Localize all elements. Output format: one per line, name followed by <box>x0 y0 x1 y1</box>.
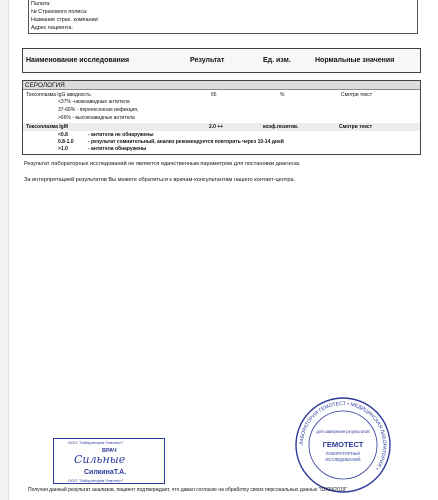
igg-result: 65 <box>211 92 217 98</box>
igm-ref-range-2: 0.8-1.0 <box>58 139 74 145</box>
stamp-round-brand: ГЕМОТЕСТ <box>322 440 364 449</box>
lab-round-stamp <box>293 395 393 495</box>
page-edge <box>0 0 9 500</box>
disclaimer-note: Результат лабораторных исследований не является единственным параметром для постановки диагноза. <box>24 161 301 167</box>
igm-unit: коэф.позитив. <box>263 124 299 130</box>
igm-test-name: Токсоплазма IgM <box>26 124 68 130</box>
header-result: Результат <box>190 57 225 64</box>
igg-ref-high: >66% - высокоавидные антитела <box>58 115 135 121</box>
doctor-stamp <box>53 438 165 484</box>
address-label: Адрес пациента: <box>31 25 73 32</box>
contact-note: За интерпретацией результатов Вы можете обратиться к врачам-консультантам нашего контакт-центра. <box>24 177 296 183</box>
patient-info-box <box>28 0 418 34</box>
results-table <box>22 80 421 155</box>
stamp-ring-text: ЛАБОРАТОРИЯ ГЕМОТЕСТ • МЕДИЦИНСКАЯ ЛАБОРАТОРИЯ • <box>298 400 388 471</box>
company-label: Название страх. компании: <box>31 17 99 24</box>
header-unit: Ед. изм. <box>263 57 291 64</box>
header-normal: Нормальные значения <box>315 57 395 64</box>
igm-result: 2.0 ++ <box>209 124 224 130</box>
igm-ref-text-2: - результат сомнительный, анализ рекомендуется повторить через 10-14 дней <box>88 139 284 145</box>
igm-ref-range-3: >1.0 <box>58 146 68 152</box>
policy-label: № Страхового полиса: <box>31 9 88 16</box>
igg-ref-low: <37% -низкоавидные антитела <box>58 99 130 105</box>
igg-test-name: Токсоплазма IgG авидность <box>26 92 91 98</box>
results-table-header <box>22 48 421 73</box>
section-title: СЕРОЛОГИЯ <box>23 81 420 90</box>
stamp-round-for-docs: для заверения результатов <box>316 429 370 434</box>
igm-ref-text-1: - антитела не обнаружены <box>88 132 154 138</box>
igg-ref-mid: 37-66% - перенесенная инфекция, <box>58 107 139 113</box>
ward-label: Палата: <box>31 1 51 7</box>
header-test-name: Наименование исследования <box>26 57 130 64</box>
stamp-top-text: ООО "Лаборатория Гемотест" <box>68 440 124 445</box>
consent-footer: Получая данный результат анализов, пациент подтверждает, что давал согласие на обработку своих персональных данных "02/09/2019" <box>28 487 348 493</box>
igm-normal: Смотри текст <box>339 124 373 130</box>
igm-ref-range-1: <0.8 <box>58 132 68 138</box>
igg-unit: % <box>280 92 285 98</box>
stamp-round-line1: ЛАБОРАТОРНЫХ <box>325 451 361 456</box>
stamp-title: ВРАЧ <box>102 448 117 454</box>
igg-normal: Смотри текст <box>341 92 373 98</box>
igm-ref-text-3: - антитела обнаружены <box>88 146 147 152</box>
stamp-doctor-name: СилкинаТ.А. <box>84 469 127 476</box>
stamp-signature: Сильные <box>74 453 126 466</box>
stamp-bottom-text: ООО "Лаборатория Гемотест" <box>68 478 124 483</box>
stamp-round-line2: ИССЛЕДОВАНИЙ <box>325 457 361 462</box>
